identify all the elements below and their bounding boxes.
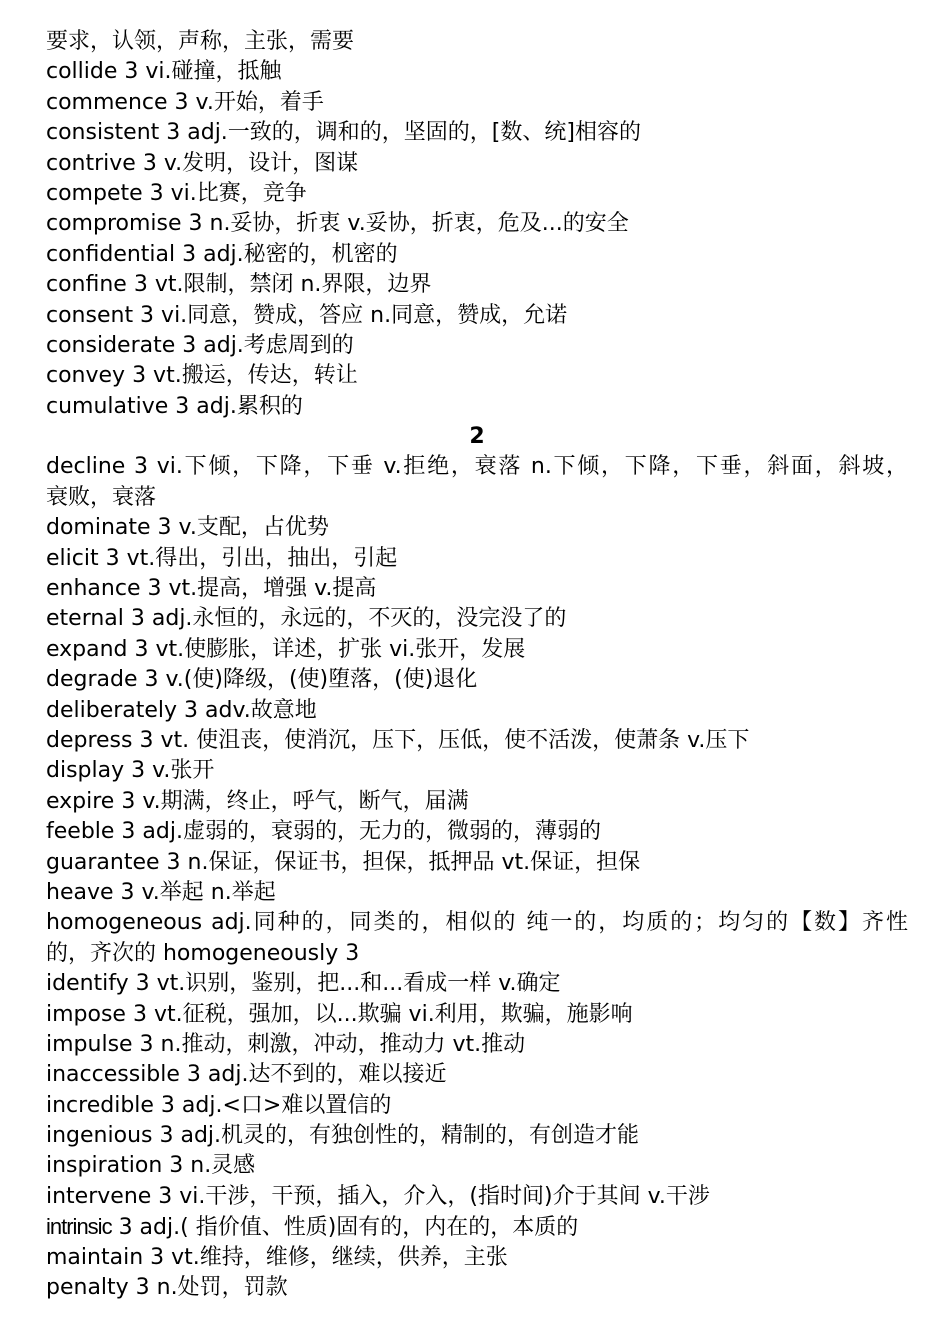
vocab-entry: feeble 3 adj.虚弱的，衰弱的，无力的，微弱的，薄弱的 <box>46 819 601 845</box>
vocab-entry: expand 3 vt.使膨胀，详述，扩张 vi.张开，发展 <box>46 636 526 662</box>
vocab-entry: deliberately 3 adv.故意地 <box>46 697 317 723</box>
entries-after <box>46 969 908 1212</box>
vocab-entry: guarantee 3 n.保证，保证书，担保，抵押品 vt.保证，担保 <box>46 849 641 875</box>
entry-decline-line1: decline 3 vi.下倾，下降，下垂 v.拒绝，衰落 n.下倾，下降，下垂，斜面，斜坡， <box>46 454 908 480</box>
vocab-entry: inaccessible 3 adj.达不到的，难以接近 <box>46 1062 447 1088</box>
vocab-entry: impose 3 vt.征税，强加，以...欺骗 vi.利用，欺骗，施影响 <box>46 1001 633 1027</box>
vocab-entry: enhance 3 vt.提高，增强 v.提高 <box>46 576 377 602</box>
vocab-entry: compromise 3 n.妥协，折衷 v.妥协，折衷，危及...的安全 <box>46 211 629 237</box>
vocab-entry: confidential 3 adj.秘密的，机密的 <box>46 241 398 267</box>
vocab-entry: 要求，认领，声称，主张，需要 <box>46 29 355 54</box>
vocab-entry: contrive 3 v.发明，设计，图谋 <box>46 150 359 176</box>
vocab-entry: elicit 3 vt.得出，引出，抽出，引起 <box>46 545 398 571</box>
entries-end <box>46 1243 908 1304</box>
vocab-entry: heave 3 v.举起 n.举起 <box>46 879 276 905</box>
vocab-entry: considerate 3 adj.考虑周到的 <box>46 332 354 358</box>
vocab-entry: dominate 3 v.支配，占优势 <box>46 515 329 541</box>
vocab-entry: maintain 3 vt.维持，维修，继续，供养，主张 <box>46 1244 508 1270</box>
intrinsic-word: intrinsic <box>46 1214 112 1240</box>
vocab-entry: depress 3 vt. 使沮丧，使消沉，压下，压低，使不活泼，使萧条 v.压下 <box>46 727 750 753</box>
vocab-entry: consent 3 vi.同意，赞成，答应 n.同意，赞成，允诺 <box>46 302 568 328</box>
entries-mid <box>46 513 908 908</box>
entry-decline-line2: 衰败，衰落 <box>46 484 157 510</box>
vocab-entry: confine 3 vt.限制，禁闭 n.界限，边界 <box>46 272 432 298</box>
vocabulary-page <box>46 27 908 1303</box>
vocab-entry: inspiration 3 n.灵感 <box>46 1153 256 1179</box>
vocab-entry: cumulative 3 adj.累积的 <box>46 393 303 419</box>
vocab-entry: convey 3 vt.搬运，传达，转让 <box>46 363 358 389</box>
vocab-entry: commence 3 v.开始，着手 <box>46 89 324 115</box>
vocab-entry: degrade 3 v.(使)降级，(使)堕落，(使)退化 <box>46 667 478 693</box>
vocab-entry: penalty 3 n.处罚，罚款 <box>46 1275 288 1301</box>
entry-intrinsic <box>46 1212 908 1242</box>
intrinsic-definition: 3 adj.( 指价值、性质)固有的，内在的，本质的 <box>111 1215 579 1241</box>
entries-before <box>46 27 908 422</box>
entry-homogeneous-line2: 的，齐次的 homogeneously 3 <box>46 940 360 966</box>
vocab-entry: display 3 v.张开 <box>46 758 215 784</box>
vocab-entry: consistent 3 adj.一致的，调和的，坚固的，[数、统]相容的 <box>46 120 641 146</box>
vocab-entry: intervene 3 vi.干涉，干预，插入，介入，(指时间)介于其间 v.干涉 <box>46 1183 710 1209</box>
vocab-entry: collide 3 vi.碰撞，抵触 <box>46 59 282 85</box>
page-number: 2 <box>469 424 485 450</box>
vocab-entry: incredible 3 adj.<口>难以置信的 <box>46 1092 392 1118</box>
entry-homogeneous-line1: homogeneous adj.同种的，同类的，相似的 纯一的，均质的；均匀的【数】齐性 <box>46 910 908 936</box>
vocab-entry: ingenious 3 adj.机灵的，有独创性的，精制的，有创造才能 <box>46 1123 640 1149</box>
vocab-entry: eternal 3 adj.永恒的，永远的，不灭的，没完没了的 <box>46 606 567 632</box>
vocab-entry: identify 3 vt.识别，鉴别，把...和...看成一样 v.确定 <box>46 971 561 997</box>
vocab-entry: compete 3 vi.比赛，竞争 <box>46 180 307 206</box>
vocab-entry: expire 3 v.期满，终止，呼气，断气，届满 <box>46 788 469 814</box>
vocab-entry: impulse 3 n.推动，刺激，冲动，推动力 vt.推动 <box>46 1031 526 1057</box>
